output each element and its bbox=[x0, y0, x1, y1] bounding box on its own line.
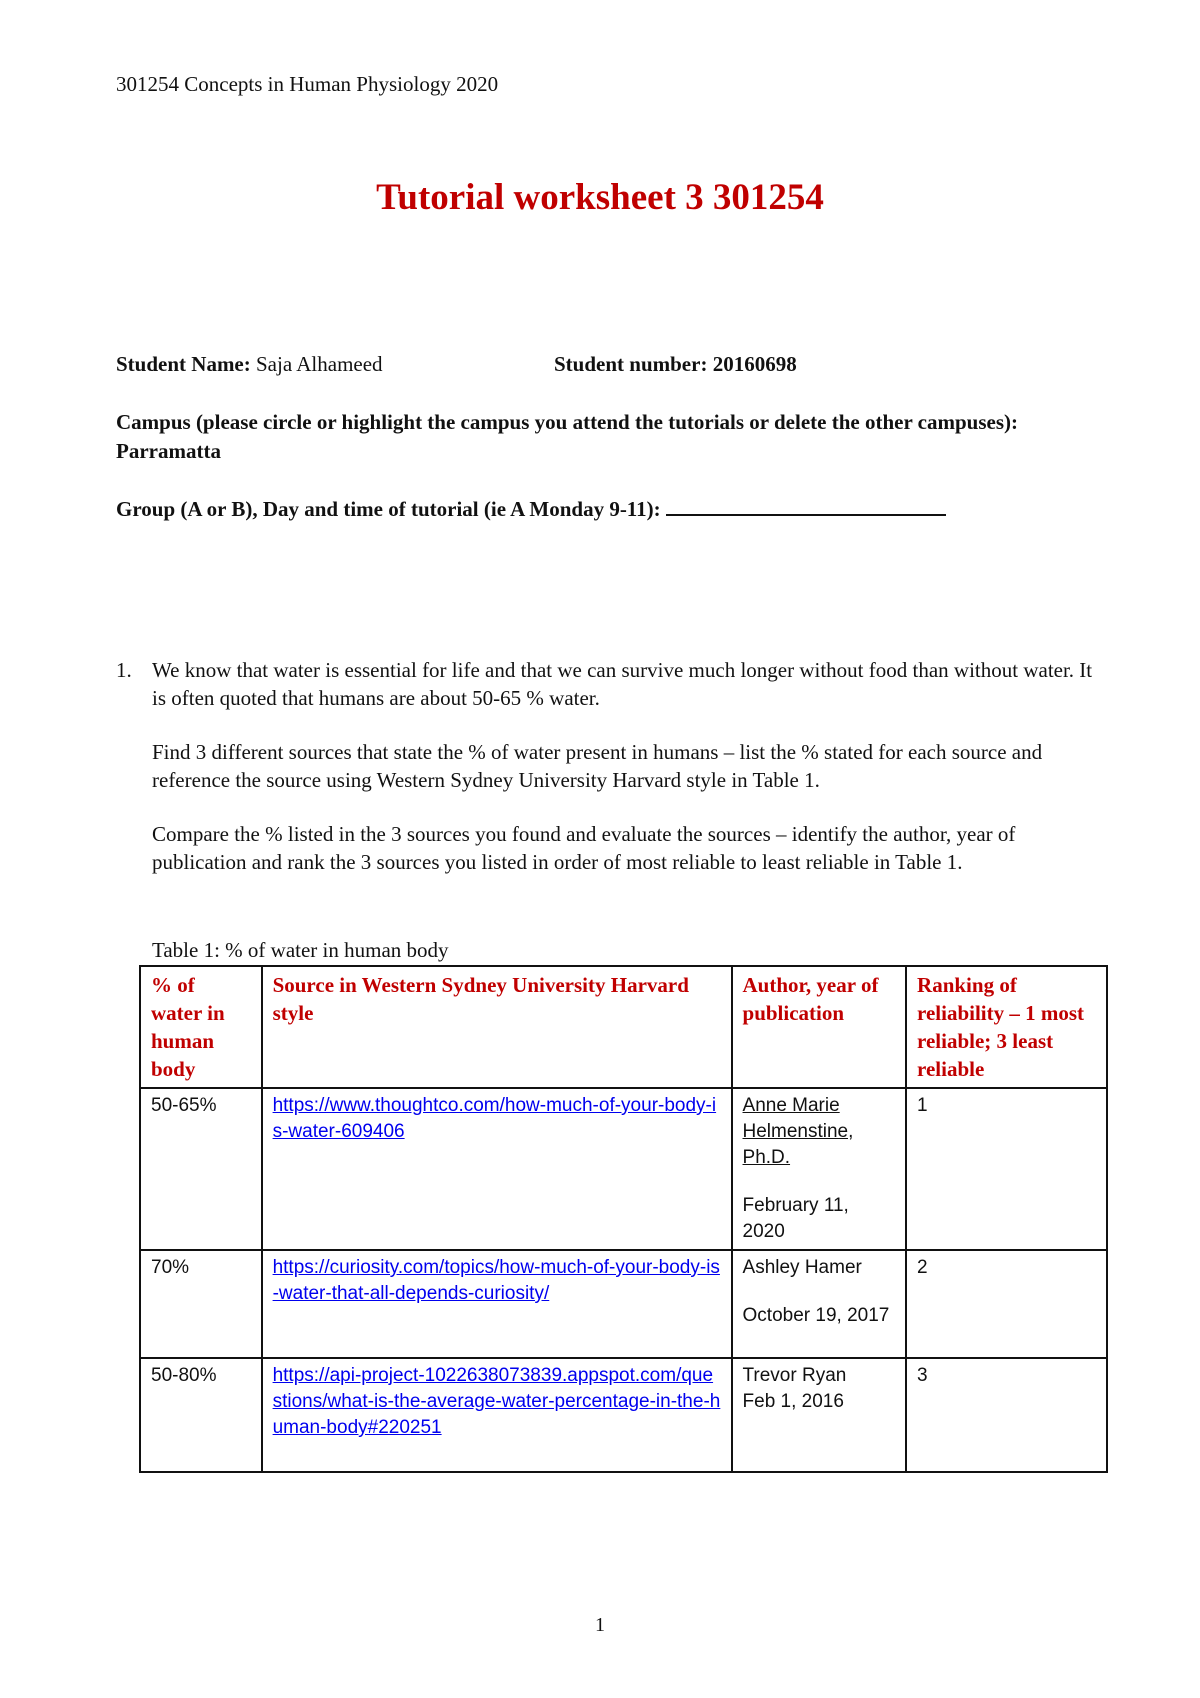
student-number-value: 20160698 bbox=[712, 352, 797, 376]
table-caption: Table 1: % of water in human body bbox=[152, 938, 449, 962]
campus-label: Campus (please circle or highlight the campus you attend the tutorials or delete the other campuses): bbox=[116, 410, 1018, 434]
author-cell bbox=[732, 1358, 907, 1472]
publication-date: October 19, 2017 bbox=[742, 1305, 890, 1326]
student-number-label: Student number: bbox=[554, 352, 708, 376]
header-source: Source in Western Sydney University Harvard style bbox=[262, 966, 732, 1088]
question-paragraph: Compare the % listed in the 3 sources you found and evaluate the sources – identify the author, year of publication and rank the 3 sources you listed in order of most reliable to least reliable in Table 1. bbox=[152, 822, 1016, 874]
author-name: Ashley Hamer bbox=[742, 1257, 862, 1278]
author-name: Anne Marie Helmenstine, Ph.D. bbox=[742, 1095, 854, 1168]
question-number: 1. bbox=[116, 658, 132, 682]
page-title: Tutorial worksheet 3 301254 bbox=[376, 177, 824, 218]
page-number: 1 bbox=[595, 1614, 605, 1636]
question-body bbox=[152, 656, 1096, 876]
publication-date: February 11, 2020 bbox=[742, 1195, 849, 1242]
percent-cell: 50-65% bbox=[140, 1088, 262, 1250]
rank-cell: 2 bbox=[906, 1250, 1107, 1358]
table-row bbox=[140, 1088, 1107, 1250]
student-name-value: Saja Alhameed bbox=[256, 352, 383, 376]
campus-line bbox=[116, 408, 1076, 466]
author-cell bbox=[732, 1250, 907, 1358]
student-name-label: Student Name: bbox=[116, 352, 251, 376]
source-cell bbox=[262, 1250, 732, 1358]
table-row bbox=[140, 1358, 1107, 1472]
percent-cell: 70% bbox=[140, 1250, 262, 1358]
author-cell bbox=[732, 1088, 907, 1250]
source-link[interactable]: https://curiosity.com/topics/how-much-of-your-body-is-water-that-all-depends-curiosity/ bbox=[272, 1257, 720, 1304]
table-row bbox=[140, 1250, 1107, 1358]
rank-cell: 3 bbox=[906, 1358, 1107, 1472]
group-answer-blank[interactable] bbox=[666, 494, 946, 516]
header-ranking: Ranking of reliability – 1 most reliable; 3 least reliable bbox=[906, 966, 1107, 1088]
percent-cell: 50-80% bbox=[140, 1358, 262, 1472]
running-header: 301254 Concepts in Human Physiology 2020 bbox=[116, 72, 499, 96]
source-cell bbox=[262, 1088, 732, 1250]
campus-value: Parramatta bbox=[116, 439, 221, 463]
group-line bbox=[116, 494, 946, 522]
student-number-line bbox=[554, 352, 797, 377]
author-name: Trevor Ryan bbox=[742, 1365, 847, 1386]
rank-cell: 1 bbox=[906, 1088, 1107, 1250]
table-header-row bbox=[140, 966, 1107, 1088]
question-paragraph: We know that water is essential for life and that we can survive much longer without food than without water. It is often quoted that humans are about 50-65 % water. bbox=[152, 658, 1093, 710]
publication-date: Feb 1, 2016 bbox=[742, 1391, 844, 1412]
header-author: Author, year of publication bbox=[732, 966, 907, 1088]
source-cell bbox=[262, 1358, 732, 1472]
source-link[interactable]: https://api-project-1022638073839.appspot.com/questions/what-is-the-average-water-percentage-in-the-human-body#220251 bbox=[272, 1365, 721, 1438]
header-percent: % of water in human body bbox=[140, 966, 262, 1088]
water-percentage-table bbox=[139, 965, 1108, 1473]
question-paragraph: Find 3 different sources that state the % of water present in humans – list the % stated for each source and reference the source using Western Sydney University Harvard style in Table 1. bbox=[152, 740, 1043, 792]
group-label: Group (A or B), Day and time of tutorial (ie A Monday 9-11): bbox=[116, 497, 661, 521]
source-link[interactable]: https://www.thoughtco.com/how-much-of-your-body-is-water-609406 bbox=[272, 1095, 717, 1142]
student-name-line bbox=[116, 352, 383, 377]
question-1 bbox=[116, 656, 1096, 902]
